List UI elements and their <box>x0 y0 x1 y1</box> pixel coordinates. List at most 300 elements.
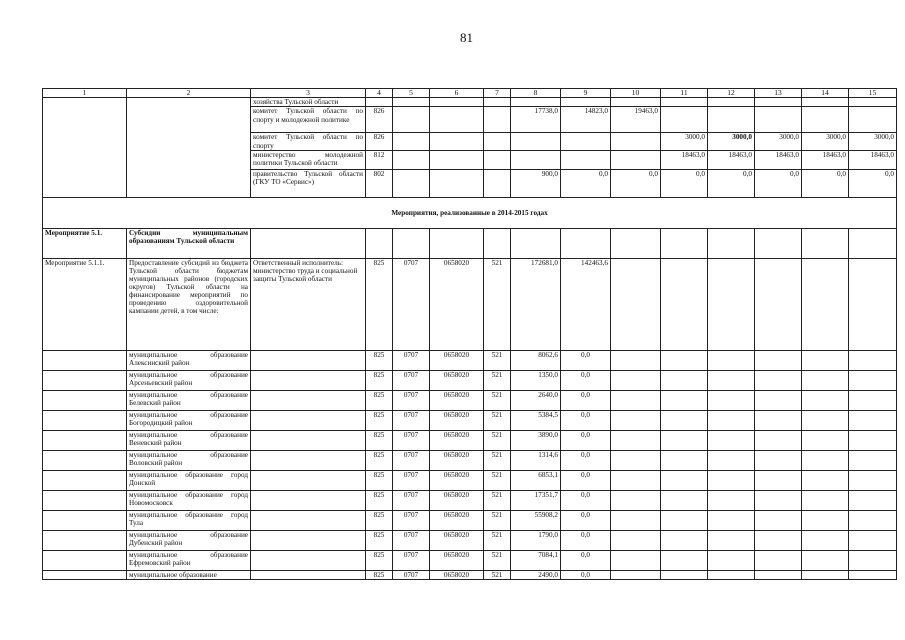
code-cell: 0707 <box>393 370 430 390</box>
municipality-name: муниципальное образование Веневский район <box>127 430 251 450</box>
empty-cell <box>661 410 708 430</box>
code-cell: 825 <box>366 370 393 390</box>
value-cell: 3000,0 <box>708 133 755 150</box>
section-row <box>43 197 897 228</box>
value-cell: 0,0 <box>561 570 611 579</box>
code-cell: 825 <box>366 550 393 570</box>
empty-cell <box>251 450 366 470</box>
empty-cell <box>393 228 430 258</box>
empty-cell <box>755 570 802 579</box>
value-cell <box>430 107 484 133</box>
empty-cell <box>661 550 708 570</box>
value-cell <box>393 107 430 133</box>
empty-cell <box>708 530 755 550</box>
value-cell: 0,0 <box>561 490 611 510</box>
code-cell: 0707 <box>393 490 430 510</box>
code-cell: 521 <box>484 550 511 570</box>
value-cell: 0,0 <box>561 370 611 390</box>
value-cell: 18463,0 <box>802 150 849 169</box>
municipality-name: муниципальное образование город Новомосковск <box>127 490 251 510</box>
empty-cell <box>802 370 849 390</box>
empty-cell <box>708 410 755 430</box>
empty-cell <box>849 450 897 470</box>
value-cell <box>755 107 802 133</box>
code-cell: 0658020 <box>430 350 484 370</box>
empty-cell <box>708 430 755 450</box>
value-cell <box>708 98 755 107</box>
empty-cell <box>611 510 661 530</box>
empty-cell <box>661 510 708 530</box>
municipal-row <box>43 410 897 430</box>
empty-cell <box>43 510 127 530</box>
executor-cell: комитет Тульской области по спорту и молодежной политике <box>251 107 366 133</box>
code-cell: 521 <box>484 530 511 550</box>
code-cell: 0707 <box>393 530 430 550</box>
empty-cell <box>611 570 661 579</box>
column-number: 14 <box>802 89 849 98</box>
value-cell: 3890,0 <box>511 430 561 450</box>
value-cell <box>393 98 430 107</box>
empty-cell <box>802 470 849 490</box>
value-cell: 17351,7 <box>511 490 561 510</box>
value-cell: 1790,0 <box>511 530 561 550</box>
empty-cell <box>43 370 127 390</box>
empty-cell <box>661 470 708 490</box>
section-title: Мероприятия, реализованные в 2014-2015 годах <box>43 197 897 228</box>
empty-cell <box>251 430 366 450</box>
measure-row <box>43 228 897 258</box>
value-cell <box>849 107 897 133</box>
empty-cell <box>251 550 366 570</box>
column-number: 12 <box>708 89 755 98</box>
value-cell <box>430 133 484 150</box>
code-cell: 825 <box>366 450 393 470</box>
empty-cell <box>661 430 708 450</box>
municipality-name: муниципальное образование <box>127 570 251 579</box>
value-cell: 3000,0 <box>802 133 849 150</box>
empty-cell <box>802 258 849 350</box>
empty-cell <box>802 350 849 370</box>
code-cell: 0707 <box>393 258 430 350</box>
empty-cell <box>661 258 708 350</box>
empty-cell <box>849 510 897 530</box>
empty-cell <box>43 450 127 470</box>
value-cell: 0,0 <box>561 470 611 490</box>
municipal-row <box>43 570 897 579</box>
code-cell: 521 <box>484 350 511 370</box>
empty-cell <box>43 530 127 550</box>
executor-cell: правительство Тульской области (ГКУ ТО «Сервис») <box>251 169 366 197</box>
code-cell: 521 <box>484 470 511 490</box>
executor-cell: Ответственный исполнитель: министерство труда и социальной защиты Тульской области <box>251 258 366 350</box>
empty-cell <box>755 530 802 550</box>
empty-cell <box>611 470 661 490</box>
value-cell <box>393 150 430 169</box>
empty-cell <box>251 370 366 390</box>
empty-cell <box>661 350 708 370</box>
code-cell: 0707 <box>393 510 430 530</box>
code-cell: 0707 <box>393 450 430 470</box>
municipal-row <box>43 390 897 410</box>
empty-cell <box>755 450 802 470</box>
empty-cell <box>661 530 708 550</box>
empty-cell <box>849 550 897 570</box>
value-cell: 18463,0 <box>661 150 708 169</box>
empty-cell <box>802 410 849 430</box>
value-cell: 826 <box>366 107 393 133</box>
empty-cell <box>611 370 661 390</box>
empty-cell <box>251 510 366 530</box>
empty-cell <box>849 350 897 370</box>
code-cell: 825 <box>366 390 393 410</box>
value-cell: 3000,0 <box>755 133 802 150</box>
value-cell: 17738,0 <box>511 107 561 133</box>
column-number: 11 <box>661 89 708 98</box>
empty-cell <box>708 550 755 570</box>
value-cell <box>430 150 484 169</box>
empty-cell <box>755 410 802 430</box>
code-cell: 825 <box>366 258 393 350</box>
code-cell: 521 <box>484 430 511 450</box>
municipal-row <box>43 530 897 550</box>
empty-cell <box>611 450 661 470</box>
empty-cell <box>43 350 127 370</box>
code-cell: 0658020 <box>430 510 484 530</box>
code-cell: 521 <box>484 570 511 579</box>
value-cell <box>366 98 393 107</box>
value-cell: 172681,0 <box>511 258 561 350</box>
empty-cell <box>802 450 849 470</box>
value-cell: 0,0 <box>561 510 611 530</box>
column-number: 3 <box>251 89 366 98</box>
code-cell: 825 <box>366 510 393 530</box>
empty-cell <box>708 390 755 410</box>
code-cell: 0658020 <box>430 470 484 490</box>
code-cell: 825 <box>366 430 393 450</box>
empty-cell <box>755 430 802 450</box>
code-cell: 0707 <box>393 430 430 450</box>
code-cell: 0658020 <box>430 530 484 550</box>
municipal-row <box>43 490 897 510</box>
value-cell: 0,0 <box>561 530 611 550</box>
code-cell: 521 <box>484 450 511 470</box>
empty-cell <box>251 470 366 490</box>
empty-cell <box>43 410 127 430</box>
empty-cell <box>661 450 708 470</box>
value-cell <box>611 98 661 107</box>
value-cell: 0,0 <box>561 390 611 410</box>
column-number: 7 <box>484 89 511 98</box>
value-cell <box>484 107 511 133</box>
empty-cell <box>708 350 755 370</box>
municipality-name: муниципальное образование Арсеньевский район <box>127 370 251 390</box>
empty-cell <box>849 490 897 510</box>
code-cell: 825 <box>366 490 393 510</box>
empty-cell <box>251 570 366 579</box>
empty-cell <box>611 390 661 410</box>
value-cell: 18463,0 <box>849 150 897 169</box>
empty-cell <box>708 258 755 350</box>
empty-cell <box>251 410 366 430</box>
empty-cell <box>755 258 802 350</box>
measure-title: Субсидии муниципальным образованиям Тульской области <box>127 228 251 258</box>
column-number: 9 <box>561 89 611 98</box>
empty-cell <box>43 550 127 570</box>
municipality-name: муниципальное образование город Донской <box>127 470 251 490</box>
value-cell <box>484 98 511 107</box>
column-number: 5 <box>393 89 430 98</box>
empty-cell <box>611 228 661 258</box>
executor-cell: хозяйства Тульской области <box>251 98 366 107</box>
value-cell: 0,0 <box>661 169 708 197</box>
value-cell: 18463,0 <box>708 150 755 169</box>
value-cell: 3000,0 <box>661 133 708 150</box>
value-cell <box>511 98 561 107</box>
value-cell: 0,0 <box>802 169 849 197</box>
table-row <box>43 98 897 107</box>
empty-cell <box>755 390 802 410</box>
empty-cell <box>849 228 897 258</box>
empty-cell <box>251 490 366 510</box>
empty-cell <box>708 450 755 470</box>
code-cell: 0658020 <box>430 570 484 579</box>
empty-cell <box>708 228 755 258</box>
column-number: 6 <box>430 89 484 98</box>
municipality-name: муниципальное образование Белевский район <box>127 390 251 410</box>
empty-cell <box>755 370 802 390</box>
empty-cell <box>43 98 127 197</box>
empty-cell <box>802 510 849 530</box>
code-cell: 521 <box>484 370 511 390</box>
empty-cell <box>43 390 127 410</box>
code-cell: 0707 <box>393 570 430 579</box>
code-cell: 521 <box>484 410 511 430</box>
empty-cell <box>849 390 897 410</box>
municipal-row <box>43 550 897 570</box>
municipal-row <box>43 450 897 470</box>
value-cell <box>561 98 611 107</box>
empty-cell <box>849 530 897 550</box>
column-number: 2 <box>127 89 251 98</box>
value-cell: 0,0 <box>561 430 611 450</box>
municipality-name: муниципальное образование Алексинский район <box>127 350 251 370</box>
page-number: 81 <box>460 30 473 45</box>
code-cell: 825 <box>366 570 393 579</box>
value-cell <box>484 169 511 197</box>
empty-cell <box>484 228 511 258</box>
code-cell: 0707 <box>393 410 430 430</box>
empty-cell <box>802 430 849 450</box>
submeasure-title: Предоставление субсидий из бюджета Тульской области бюджетам муниципальных районов (городских округов) Тульской области на финансирование мероприятий по проведению оздоровительной кампании детей, в том числе: <box>127 258 251 350</box>
value-cell <box>661 107 708 133</box>
empty-cell <box>849 470 897 490</box>
empty-cell <box>755 510 802 530</box>
empty-cell <box>611 430 661 450</box>
empty-cell <box>661 228 708 258</box>
empty-cell <box>755 490 802 510</box>
empty-cell <box>708 490 755 510</box>
municipal-row <box>43 510 897 530</box>
empty-cell <box>708 510 755 530</box>
empty-cell <box>755 228 802 258</box>
value-cell <box>393 133 430 150</box>
code-cell: 0658020 <box>430 370 484 390</box>
value-cell <box>430 169 484 197</box>
value-cell: 18463,0 <box>755 150 802 169</box>
value-cell: 812 <box>366 150 393 169</box>
value-cell: 6853,1 <box>511 470 561 490</box>
empty-cell <box>802 228 849 258</box>
value-cell: 1314,6 <box>511 450 561 470</box>
code-cell: 0658020 <box>430 410 484 430</box>
column-number: 10 <box>611 89 661 98</box>
column-number: 1 <box>43 89 127 98</box>
value-cell: 1350,0 <box>511 370 561 390</box>
empty-cell <box>611 258 661 350</box>
empty-cell <box>430 228 484 258</box>
submeasure-code: Мероприятие 5.1.1. <box>43 258 127 350</box>
value-cell: 0,0 <box>755 169 802 197</box>
code-cell: 521 <box>484 390 511 410</box>
empty-cell <box>611 550 661 570</box>
empty-cell <box>366 228 393 258</box>
empty-cell <box>849 370 897 390</box>
value-cell: 0,0 <box>611 169 661 197</box>
value-cell <box>484 133 511 150</box>
value-cell: 8062,6 <box>511 350 561 370</box>
municipality-name: муниципальное образование Дубенский район <box>127 530 251 550</box>
code-cell: 0658020 <box>430 450 484 470</box>
executor-cell: министерство молодежной политики Тульской области <box>251 150 366 169</box>
empty-cell <box>802 530 849 550</box>
value-cell: 802 <box>366 169 393 197</box>
submeasure-row <box>43 258 897 350</box>
value-cell <box>802 107 849 133</box>
code-cell: 521 <box>484 510 511 530</box>
empty-cell <box>127 98 251 197</box>
code-cell: 0658020 <box>430 550 484 570</box>
empty-cell <box>802 390 849 410</box>
empty-cell <box>611 490 661 510</box>
value-cell <box>611 150 661 169</box>
value-cell: 7084,1 <box>511 550 561 570</box>
value-cell <box>611 133 661 150</box>
municipal-row <box>43 470 897 490</box>
empty-cell <box>661 490 708 510</box>
value-cell <box>511 133 561 150</box>
value-cell <box>755 98 802 107</box>
value-cell <box>484 150 511 169</box>
column-number: 15 <box>849 89 897 98</box>
code-cell: 825 <box>366 470 393 490</box>
municipality-name: муниципальное образование город Тула <box>127 510 251 530</box>
empty-cell <box>802 570 849 579</box>
value-cell <box>802 98 849 107</box>
municipality-name: муниципальное образование Богородицкий район <box>127 410 251 430</box>
empty-cell <box>755 470 802 490</box>
value-cell <box>849 98 897 107</box>
code-cell: 0707 <box>393 390 430 410</box>
value-cell: 826 <box>366 133 393 150</box>
municipal-row <box>43 370 897 390</box>
column-number-row <box>43 89 897 98</box>
value-cell: 14823,0 <box>561 107 611 133</box>
municipal-row <box>43 350 897 370</box>
code-cell: 0658020 <box>430 490 484 510</box>
column-number: 13 <box>755 89 802 98</box>
municipality-name: муниципальное образование Воловский район <box>127 450 251 470</box>
empty-cell <box>511 228 561 258</box>
empty-cell <box>661 370 708 390</box>
code-cell: 825 <box>366 410 393 430</box>
value-cell <box>430 98 484 107</box>
empty-cell <box>661 390 708 410</box>
executor-cell: комитет Тульской области по спорту <box>251 133 366 150</box>
value-cell <box>708 107 755 133</box>
empty-cell <box>708 470 755 490</box>
empty-cell <box>251 530 366 550</box>
empty-cell <box>849 570 897 579</box>
empty-cell <box>611 410 661 430</box>
value-cell: 3000,0 <box>849 133 897 150</box>
value-cell: 900,0 <box>511 169 561 197</box>
value-cell <box>393 169 430 197</box>
value-cell: 5384,5 <box>511 410 561 430</box>
empty-cell <box>251 350 366 370</box>
column-number: 4 <box>366 89 393 98</box>
empty-cell <box>251 228 366 258</box>
empty-cell <box>611 350 661 370</box>
value-cell: 0,0 <box>561 350 611 370</box>
value-cell <box>561 150 611 169</box>
empty-cell <box>661 570 708 579</box>
empty-cell <box>611 530 661 550</box>
value-cell: 0,0 <box>708 169 755 197</box>
value-cell: 0,0 <box>561 550 611 570</box>
empty-cell <box>802 490 849 510</box>
empty-cell <box>251 390 366 410</box>
empty-cell <box>43 430 127 450</box>
empty-cell <box>43 570 127 579</box>
code-cell: 0707 <box>393 550 430 570</box>
code-cell: 521 <box>484 490 511 510</box>
value-cell: 142463,6 <box>561 258 611 350</box>
code-cell: 0707 <box>393 350 430 370</box>
value-cell: 2490,0 <box>511 570 561 579</box>
code-cell: 825 <box>366 350 393 370</box>
value-cell: 55908,2 <box>511 510 561 530</box>
code-cell: 0658020 <box>430 258 484 350</box>
empty-cell <box>43 490 127 510</box>
column-number: 8 <box>511 89 561 98</box>
value-cell <box>561 133 611 150</box>
municipal-row <box>43 430 897 450</box>
empty-cell <box>708 570 755 579</box>
code-cell: 0707 <box>393 470 430 490</box>
value-cell: 0,0 <box>561 450 611 470</box>
value-cell <box>511 150 561 169</box>
empty-cell <box>561 228 611 258</box>
empty-cell <box>802 550 849 570</box>
program-table <box>42 88 897 580</box>
code-cell: 825 <box>366 530 393 550</box>
municipality-name: муниципальное образование Ефремовский район <box>127 550 251 570</box>
value-cell: 19463,0 <box>611 107 661 133</box>
value-cell: 0,0 <box>849 169 897 197</box>
empty-cell <box>849 410 897 430</box>
empty-cell <box>708 370 755 390</box>
empty-cell <box>849 258 897 350</box>
